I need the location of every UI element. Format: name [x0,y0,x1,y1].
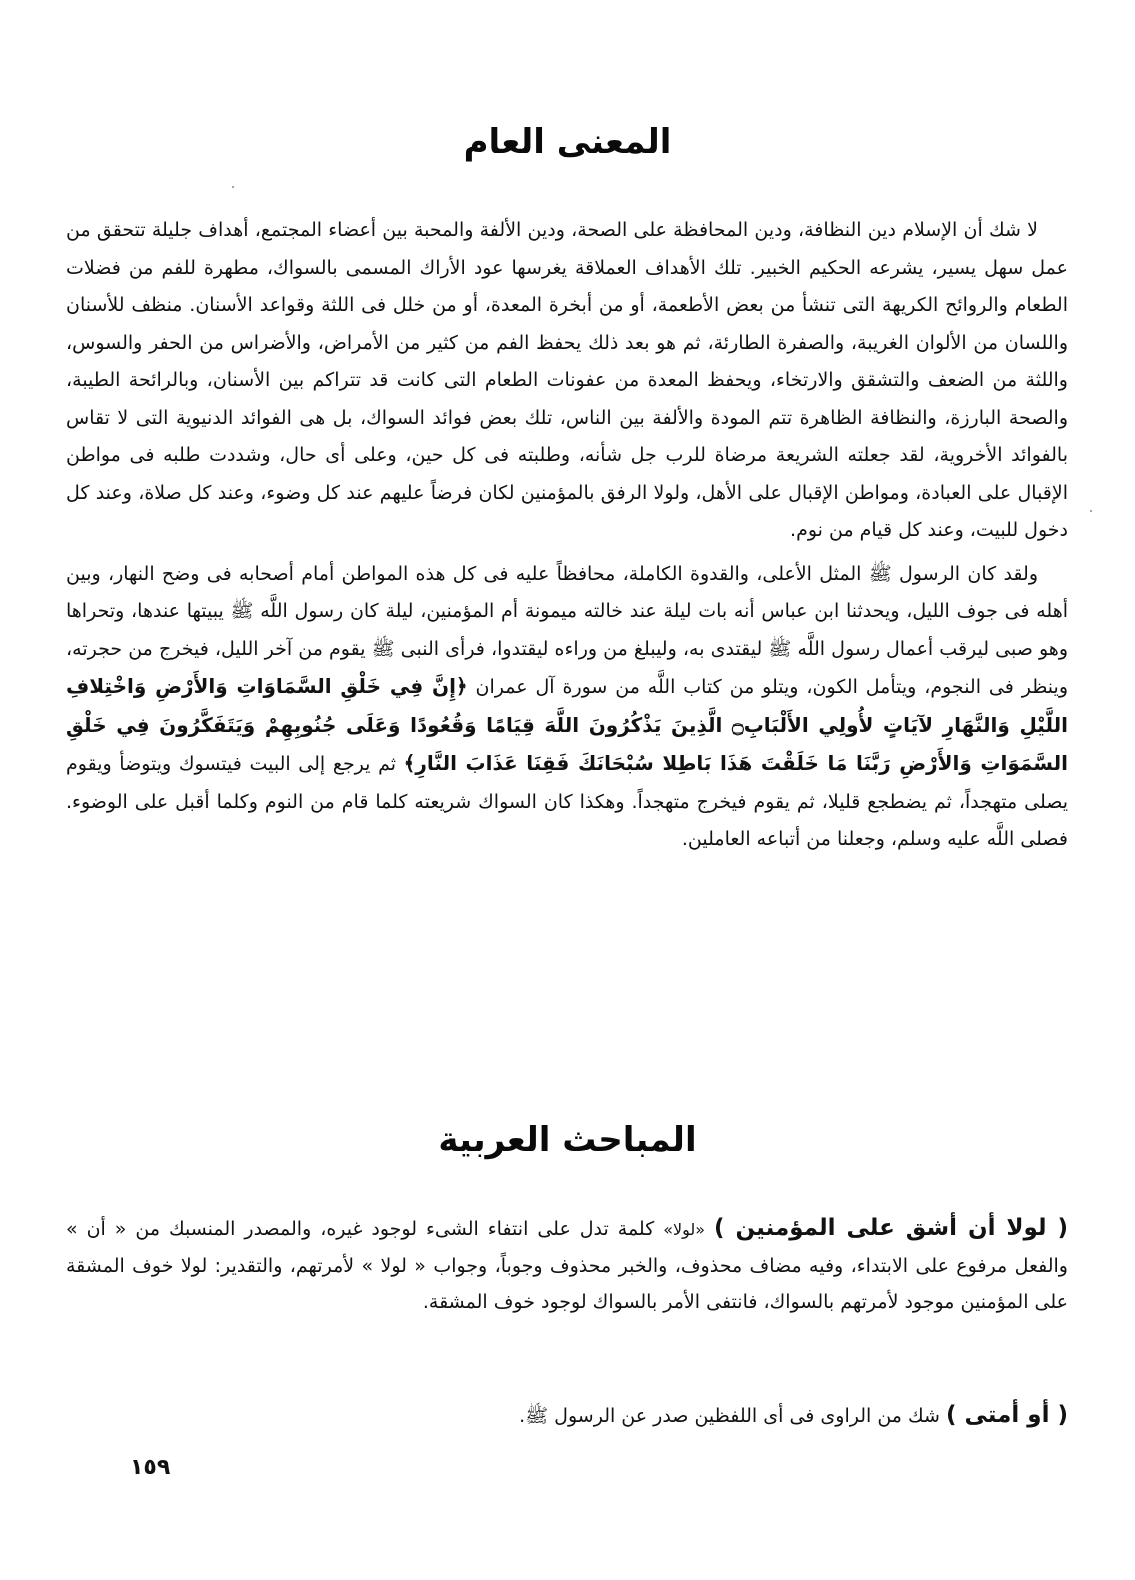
term-lawla: ( لولا أن أشق على المؤمنين ) [714,1215,1068,1241]
paragraph-text: ثم يرجع إلى البيت فيتسوك ويتوضأ ويقوم يصلى متهجداً، ثم يضطجع قليلا، ثم يقوم فيخرج متهجداً. وهكذا كان السواك شريعته كلما قام من النوم وكلما أقبل على الوضوء. فصلى اللَّه عليه وسلم، وجعلنا من أتباعه العاملين. [66,753,1068,850]
quoted-word: «لولا» [663,1220,706,1239]
term-aw-ummati: ( أو أمتى ) [945,1402,1068,1428]
section-title-arabic-studies: المباحث العربية [438,1120,697,1160]
arabic-studies-item-2 [66,1397,1068,1442]
scan-speck [232,186,234,188]
paragraph-text: ولقد كان الرسول ﷺ المثل الأعلى، والقدوة الكاملة، محافظاً عليه فى كل هذه المواطن أمام أصحابه فى وضح النهار، وبين أهله فى جوف الليل، ويحدثنا ابن عباس أنه بات ليلة عند خالته ميمونة أم المؤمنين، ليلة كان رسول اللَّه ﷺ يبيتها عندها، وتحراها وهو صبى ليرقب أعمال رسول اللَّه ﷺ ليقتدى به، وليبلغ من وراءه ليقتدوا، فرأى النبى ﷺ يقوم من آخر الليل، فيخرج من حجرته، وينظر فى النجوم، ويتأمل الكون، ويتلو من كتاب اللَّه من سورة آل عمران [66,562,1068,698]
scan-speck [1090,510,1092,512]
section-title-general-meaning: المعنى العام [463,122,672,162]
paragraph-prophet-example [66,556,1068,859]
explanation-text: كلمة تدل على انتفاء الشىء لوجود غيره، والمصدر المنسبك من « أن » والفعل مرفوع على الابتداء، وفيه مضاف محذوف، والخبر محذوف وجوباً، وجواب « لولا » لأمرتهم، والتقدير: لولا خوف المشقة على المؤمنين موجود لأمرتهم بالسواك، فانتفى الأمر بالسواك لوجود خوف المشقة. [66,1218,1068,1313]
arabic-studies-item-1 [66,1210,1068,1326]
explanation-text: شك من الراوى فى أى اللفظين صدر عن الرسول ﷺ. [519,1405,946,1427]
paragraph-siwak-benefits: لا شك أن الإسلام دين النظافة، ودين المحافظة على الصحة، ودين الألفة والمحبة بين أعضاء المجتمع، أهداف جليلة تتحقق من عمل سهل يسير، يشرعه الحكيم الخبير. تلك الأهداف العملاقة يغرسها عود الأراك المسمى بالسواك، مطهرة للفم من فضلات الطعام والروائح الكريهة التى تنشأ من بعض الأطعمة، أو من أبخرة المعدة، أو من خلل فى اللثة وقواعد الأسنان. منظف للأسنان واللسان من الألوان الغريبة، والصفرة الطارئة، ثم هو بعد ذلك يحفظ الفم من كثير من الأمراض، والأضراس من الحفر والسوس، واللثة من الضعف والتشقق والارتخاء، ويحفظ المعدة من عفونات الطعام التى كانت قد تتراكم بين الأسنان، وبالرائحة الطيبة، والصحة البارزة، والنظافة الظاهرة تتم المودة والألفة بين الناس، تلك بعض فوائد السواك، بل هى الفوائد الدنيوية التى لا تقاس بالفوائد الأخروية، لقد جعلته الشريعة مرضاة للرب جل شأنه، وطلبته فى كل حين، وعلى أى حال، وشددت طلبه فى مواطن الإقبال على العبادة، ومواطن الإقبال على الأهل، ولولا الرفق بالمؤمنين لكان فرضاً عليهم عند كل وضوء، وعند كل صلاة، وعند كل دخول للبيت، وعند كل قيام من نوم. [66,219,1068,541]
general-meaning-body [66,212,1068,865]
quran-verse: ﴿إِنَّ فِي خَلْقِ السَّمَاوَاتِ وَالأَرْضِ وَاخْتِلافِ اللَّيْلِ وَالنَّهَارِ لآيَاتٍ لأُولِي الأَلْبَابِ۝ الَّذِينَ يَذْكُرُونَ اللَّهَ قِيَامًا وَقُعُودًا وَعَلَى جُنُوبِهِمْ وَيَتَفَكَّرُونَ فِي خَلْقِ السَّمَوَاتِ وَالأَرْضِ رَبَّنَا مَا خَلَقْتَ هَذَا بَاطِلا سُبْحَانَكَ فَقِنَا عَذَابَ النَّارِ﴾ [66,674,1069,775]
page-number: ١٥٩ [130,1455,171,1480]
